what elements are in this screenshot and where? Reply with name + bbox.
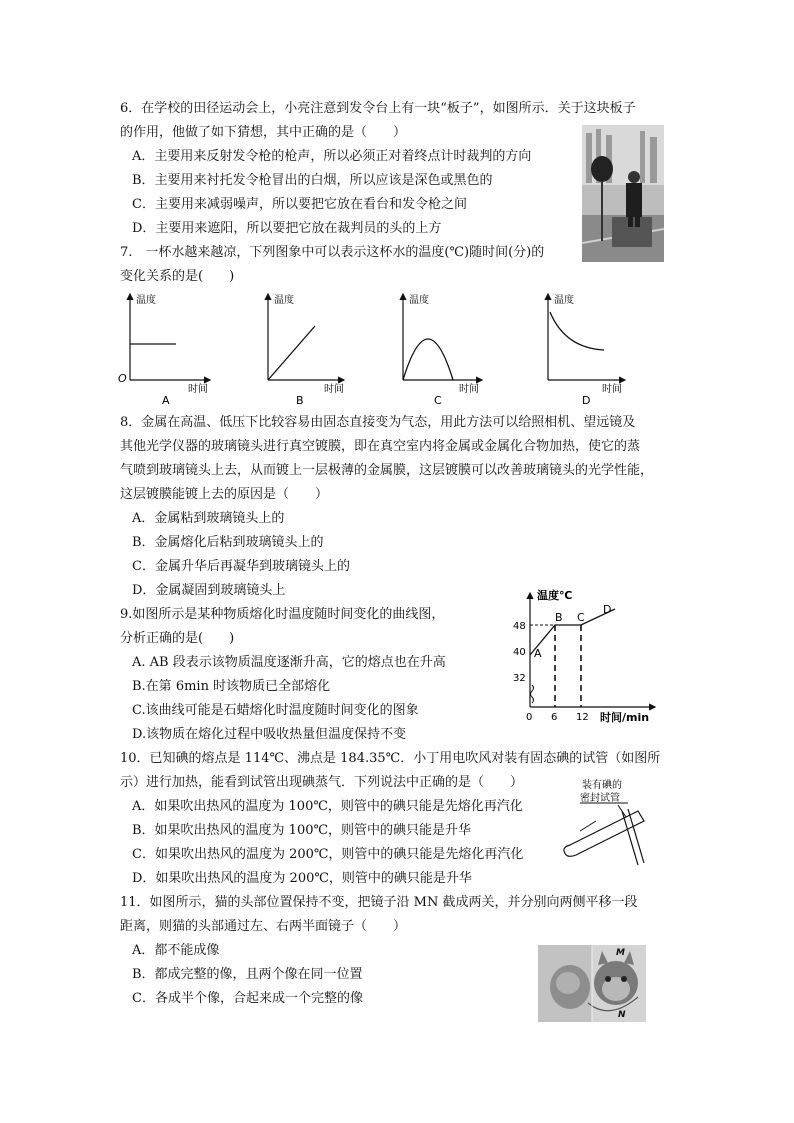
q9-melting-graph	[505, 585, 665, 730]
q9-ytick-40: 40	[513, 647, 526, 658]
mirror-label-m: M	[616, 948, 625, 958]
q7-label-d: D	[582, 394, 591, 407]
q7a-y-label: 温度	[136, 295, 156, 306]
q8-option-d: D．金属凝固到玻璃镜头上	[132, 583, 286, 598]
q9-xtick-12: 12	[576, 712, 589, 723]
q9-xtick-0: 0	[526, 712, 533, 723]
q7d-x-label: 时间	[602, 384, 622, 395]
q8-stem-line4: 这层镀膜能镀上去的原因是（ ）	[120, 487, 329, 502]
q11-option-a: A．都不能成像	[132, 943, 220, 958]
q6-option-d: D．主要用来遮阳，所以要把它放在裁判员的头的上方	[132, 221, 442, 236]
q10-option-d: D．如果吹出热风的温度为 200℃，则管中的碘只能是升华	[132, 871, 472, 886]
q9-point-d: D	[603, 603, 612, 616]
q7a-origin: O	[118, 372, 127, 385]
q8-stem-line2: 其他光学仪器的玻璃镜头进行真空镀膜，即在真空室内将金属或金属化合物加热，使它的蒸	[120, 439, 641, 454]
q11-option-c: C．各成半个像，合起来成一个完整的像	[132, 991, 363, 1006]
q7d-y-label: 温度	[554, 295, 574, 306]
cat-mirror-photo	[538, 945, 646, 1022]
tube-label-line1: 装有碘的	[582, 780, 622, 791]
q7-label-a: A	[162, 394, 170, 407]
q9-xtick-6: 6	[551, 712, 558, 723]
q7-stem-line1: 7. 一杯水越来越凉，下列图象中可以表示这杯水的温度(℃)随时间(分)的	[120, 245, 545, 260]
q8-option-c: C．金属升华后再凝华到玻璃镜头上的	[132, 559, 350, 574]
q7b-x-label: 时间	[324, 384, 344, 395]
q9-point-b: B	[555, 611, 563, 624]
sealed-iodine-tube-figure	[560, 775, 660, 870]
q7-graphs	[110, 288, 630, 408]
q7b-y-label: 温度	[274, 295, 294, 306]
q11-stem-line1: 11．如图所示，猫的头部位置保持不变，把镜子沿 MN 截成两关，并分别向两侧平移一段	[120, 895, 638, 910]
q10-stem-line2: 示）进行加热，能看到试管出现碘蒸气．下列说法中正确的是（ ）	[120, 775, 524, 790]
q7-graph-d	[548, 293, 625, 407]
mirror-label-n: N	[618, 1010, 626, 1020]
q9-option-d: D.该物质在熔化过程中吸收热量但温度保持不变	[132, 727, 407, 742]
q10-option-c: C．如果吹出热风的温度为 200℃，则管中的碘只能是先熔化再汽化	[132, 847, 524, 862]
q8-option-a: A．金属粘到玻璃镜头上的	[132, 511, 285, 526]
q7-graph-c	[403, 293, 482, 407]
q9-ytick-32: 32	[513, 673, 526, 684]
q11-option-b: B．都成完整的像，且两个像在同一位置	[132, 967, 363, 982]
q9-option-c: C.该曲线可能是石蜡熔化时温度随时间变化的图象	[132, 703, 419, 718]
starter-board-photo	[582, 125, 664, 262]
q9-option-b: B.在第 6min 时该物质已全部熔化	[132, 679, 331, 694]
q6-stem-line1: 6．在学校的田径运动会上，小亮注意到发令台上有一块“板子”，如图所示．关于这块板子	[120, 101, 636, 116]
q10-stem-line1: 10．已知碘的熔点是 114℃、沸点是 184.35℃．小丁用电吹风对装有固态碘的试管（如图所	[120, 751, 661, 766]
q6-option-c: C．主要用来减弱噪声，所以要把它放在看台和发令枪之间	[132, 197, 467, 212]
q8-option-b: B．金属熔化后粘到玻璃镜头上的	[132, 535, 324, 550]
q7-stem-line2: 变化关系的是( )	[120, 269, 235, 284]
q7c-x-label: 时间	[459, 384, 479, 395]
q6-option-b: B．主要用来衬托发令枪冒出的白烟，所以应该是深色或黑色的	[132, 173, 493, 188]
q6-stem-line2: 的作用，他做了如下猜想，其中正确的是（ ）	[120, 125, 407, 140]
q8-stem-line3: 气喷到玻璃镜头上去，从而镀上一层极薄的金属膜，这层镀膜可以改善玻璃镜头的光学性能，	[120, 463, 654, 478]
q9-stem-line2: 分析正确的是( )	[120, 631, 235, 646]
q7-graph-a	[118, 293, 210, 407]
q7-label-c: C	[434, 394, 442, 407]
q9-option-a: A. AB 段表示该物质温度逐渐升高，它的熔点也在升高	[132, 655, 446, 670]
q9-y-label: 温度℃	[537, 589, 573, 602]
q10-option-a: A．如果吹出热风的温度为 100℃，则管中的碘只能是先熔化再汽化	[132, 799, 523, 814]
tube-label-line2: 密封试管	[580, 793, 620, 804]
q7-graph-b	[268, 293, 344, 407]
q7-label-b: B	[296, 394, 304, 407]
q9-stem-line1: 9.如图所示是某种物质熔化时温度随时间变化的曲线图，	[120, 607, 445, 622]
q9-x-label: 时间/min	[600, 711, 650, 724]
q9-point-c: C	[577, 611, 585, 624]
q10-option-b: B．如果吹出热风的温度为 100℃，则管中的碘只能是升华	[132, 823, 472, 838]
q11-stem-line2: 距离，则猫的头部通过左、右两半面镜子（ ）	[120, 919, 407, 934]
q9-point-a: A	[534, 647, 542, 660]
q9-ytick-48: 48	[513, 621, 526, 632]
q6-option-a: A．主要用来反射发令枪的枪声，所以必须正对着终点计时裁判的方向	[132, 149, 532, 164]
q7c-y-label: 温度	[409, 295, 429, 306]
q8-stem-line1: 8．金属在高温、低压下比较容易由固态直接变为气态，用此方法可以给照相机、望远镜及	[120, 415, 636, 430]
q7a-x-label: 时间	[188, 384, 208, 395]
